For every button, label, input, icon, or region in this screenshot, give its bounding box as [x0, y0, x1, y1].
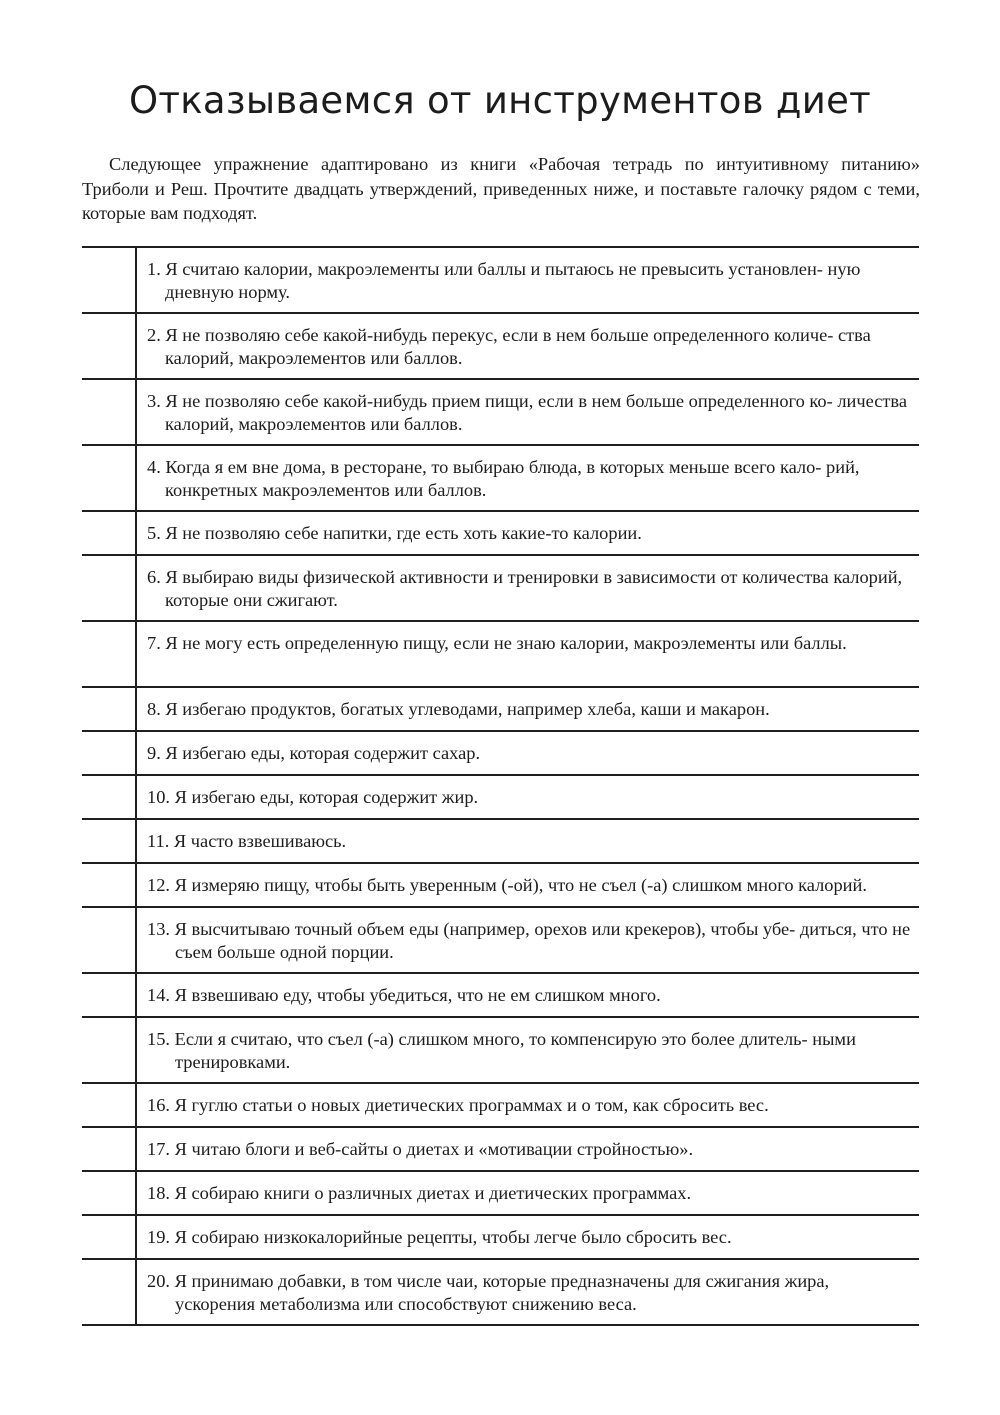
statement-cell: 10. Я избегаю еды, которая содержит жир. — [147, 787, 479, 807]
statement-cell: 11. Я часто взвешиваюсь. — [147, 831, 347, 851]
checkbox-cell[interactable] — [82, 864, 137, 906]
statement-cell: 15. Если я считаю, что съел (-а) слишком много, то компенсирую это более длитель- ными тренировками. — [147, 1029, 856, 1072]
checkbox-cell[interactable] — [82, 380, 137, 444]
table-row — [82, 1018, 919, 1084]
table-row — [82, 820, 919, 864]
statement-cell: 18. Я собираю книги о различных диетах и диетических программах. — [147, 1183, 692, 1203]
checkbox-cell[interactable] — [82, 1128, 137, 1170]
checkbox-cell[interactable] — [82, 622, 137, 686]
checkbox-cell[interactable] — [82, 732, 137, 774]
statement-cell: 19. Я собираю низкокалорийные рецепты, чтобы легче было сбросить вес. — [147, 1227, 732, 1247]
checkbox-cell[interactable] — [82, 248, 137, 312]
statement-cell: 4. Когда я ем вне дома, в ресторане, то выбираю блюда, в которых меньше всего кало- рий, конкретных макроэлементов или баллов. — [147, 457, 860, 500]
table-row — [82, 1084, 919, 1128]
table-row — [82, 622, 919, 688]
statement-cell: 12. Я измеряю пищу, чтобы быть уверенным (-ой), что не съел (-а) слишком много калорий. — [147, 875, 867, 895]
table-row — [82, 248, 919, 314]
table-row — [82, 1128, 919, 1172]
table-row — [82, 1172, 919, 1216]
table-row — [82, 864, 919, 908]
checkbox-cell[interactable] — [82, 556, 137, 620]
checkbox-cell[interactable] — [82, 820, 137, 862]
checkbox-cell[interactable] — [82, 688, 137, 730]
checkbox-cell[interactable] — [82, 1260, 137, 1324]
checkbox-cell[interactable] — [82, 776, 137, 818]
statement-cell: 1. Я считаю калории, макроэлементы или баллы и пытаюсь не превысить установлен- ную дневную норму. — [147, 259, 861, 302]
checkbox-cell[interactable] — [82, 1172, 137, 1214]
statement-cell: 3. Я не позволяю себе какой-нибудь прием пищи, если в нем больше определенного ко- личества калорий, макроэлементов или баллов. — [147, 391, 908, 434]
page-title: Отказываемся от инструментов диет — [128, 79, 872, 122]
statement-cell: 7. Я не могу есть определенную пищу, если не знаю калории, макроэлементы или баллы. — [147, 633, 847, 653]
table-row — [82, 314, 919, 380]
checkbox-cell[interactable] — [82, 446, 137, 510]
statement-cell: 9. Я избегаю еды, которая содержит сахар. — [147, 743, 481, 763]
statement-cell: 16. Я гуглю статьи о новых диетических программах и о том, как сбросить вес. — [147, 1095, 769, 1115]
table-row — [82, 776, 919, 820]
table-row — [82, 512, 919, 556]
statement-cell: 6. Я выбираю виды физической активности и тренировки в зависимости от количества калорий, которые они сжигают. — [147, 567, 903, 610]
statement-cell: 2. Я не позволяю себе какой-нибудь перекус, если в нем больше определенного количе- ства калорий, макроэлементов или баллов. — [147, 325, 871, 368]
table-row — [82, 1216, 919, 1260]
checkbox-cell[interactable] — [82, 974, 137, 1016]
checkbox-cell[interactable] — [82, 512, 137, 554]
table-row — [82, 974, 919, 1018]
checkbox-cell[interactable] — [82, 1018, 137, 1082]
statement-cell: 14. Я взвешиваю еду, чтобы убедиться, что не ем слишком много. — [147, 985, 661, 1005]
table-row — [82, 1260, 919, 1326]
checkbox-cell[interactable] — [82, 1084, 137, 1126]
table-row — [82, 688, 919, 732]
table-row — [82, 446, 919, 512]
checkbox-cell[interactable] — [82, 908, 137, 972]
statement-cell: 8. Я избегаю продуктов, богатых углеводами, например хлеба, каши и макарон. — [147, 699, 770, 719]
statement-cell: 20. Я принимаю добавки, в том числе чаи, которые предназначены для сжигания жира, ускорения метаболизма или способствуют снижению веса. — [147, 1271, 830, 1314]
checkbox-cell[interactable] — [82, 314, 137, 378]
table-row — [82, 380, 919, 446]
checkbox-cell[interactable] — [82, 1216, 137, 1258]
statement-cell: 5. Я не позволяю себе напитки, где есть хоть какие-то калории. — [147, 523, 642, 543]
statement-cell: 13. Я высчитываю точный объем еды (например, орехов или крекеров), чтобы убе- диться, что не съем больше одной порции. — [147, 919, 911, 962]
table-row — [82, 556, 919, 622]
table-row — [82, 908, 919, 974]
intro-paragraph: Следующее упражнение адаптировано из книги «Рабочая тетрадь по интуитивному питанию» Триболи и Реш. Прочтите двадцать утверждений, приведенных ниже, и поставьте галочку рядом с теми, которые вам подходят. — [82, 154, 920, 223]
statement-cell: 17. Я читаю блоги и веб-сайты о диетах и «мотивации стройностью». — [147, 1139, 694, 1159]
table-row — [82, 732, 919, 776]
statements-table — [82, 246, 919, 1326]
